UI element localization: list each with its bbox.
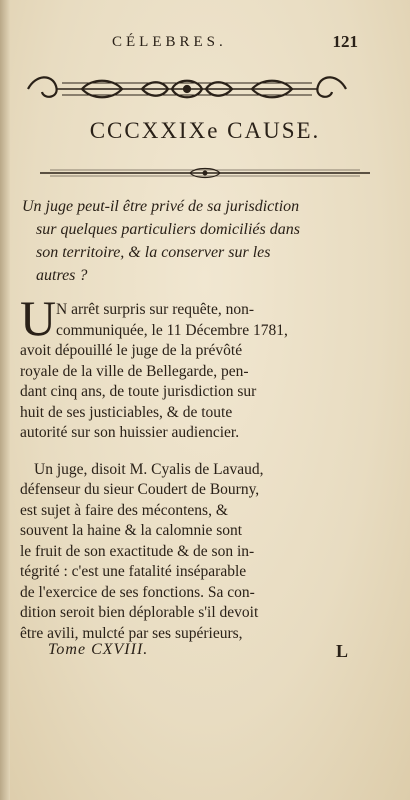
body-line: souvent la haine & la calomnie sont bbox=[20, 522, 243, 539]
page-footer bbox=[48, 641, 348, 663]
body-line: avoit dépouillé le juge de la prévôté bbox=[20, 342, 243, 359]
paragraph-2 bbox=[20, 460, 365, 645]
body-line: dition seroit bien déplorable s'il devoit bbox=[20, 604, 259, 621]
body-line: défenseur du sieur Coudert de Bourny, bbox=[20, 481, 260, 498]
body-line: le fruit de son exactitude & de son in- bbox=[20, 542, 255, 560]
body-text bbox=[20, 300, 365, 644]
gathering-mark: L bbox=[335, 641, 348, 661]
paragraph-1 bbox=[20, 300, 365, 444]
body-line: communiquée, le 11 Décembre 1781, bbox=[56, 321, 288, 339]
body-line: est sujet à faire des mécontens, & bbox=[20, 501, 228, 519]
body-line: de l'exercice de ses fonctions. Sa con- bbox=[20, 583, 255, 601]
decorative-header-ornament-icon bbox=[22, 68, 352, 110]
page-number: 121 bbox=[332, 32, 358, 51]
volume-signature: Tome CXVIII. bbox=[48, 641, 149, 658]
body-line: dant cinq ans, de toute jurisdiction sur bbox=[20, 383, 257, 400]
body-line: tégrité : c'est une fatalité inséparable bbox=[20, 563, 247, 580]
body-line: autorité sur son huissier audiencier. bbox=[20, 424, 240, 441]
summary-line: sur quelques particuliers domiciliés dans bbox=[36, 221, 300, 238]
summary-line: son territoire, & la conserver sur les bbox=[36, 244, 271, 261]
summary-line: Un juge peut-il être privé de sa jurisdiction bbox=[22, 198, 300, 215]
running-title: CÉLEBRES. bbox=[112, 34, 227, 50]
case-summary-question bbox=[22, 195, 372, 287]
body-line: N arrêt surpris sur requête, non- bbox=[56, 301, 254, 318]
summary-line: autres ? bbox=[36, 267, 88, 284]
decorative-rule-icon bbox=[40, 166, 370, 180]
body-line: royale de la ville de Bellegarde, pen- bbox=[20, 362, 249, 380]
drop-cap: U bbox=[20, 290, 57, 346]
body-line: être avili, mulcté par ses supérieurs, bbox=[20, 624, 243, 642]
running-head bbox=[0, 34, 410, 54]
chapter-title: CCCXXIXe CAUSE. bbox=[89, 118, 321, 143]
body-line: Un juge, disoit M. Cyalis de Lavaud, bbox=[34, 460, 264, 478]
body-line: huit de ses justiciables, & de toute bbox=[20, 403, 233, 421]
